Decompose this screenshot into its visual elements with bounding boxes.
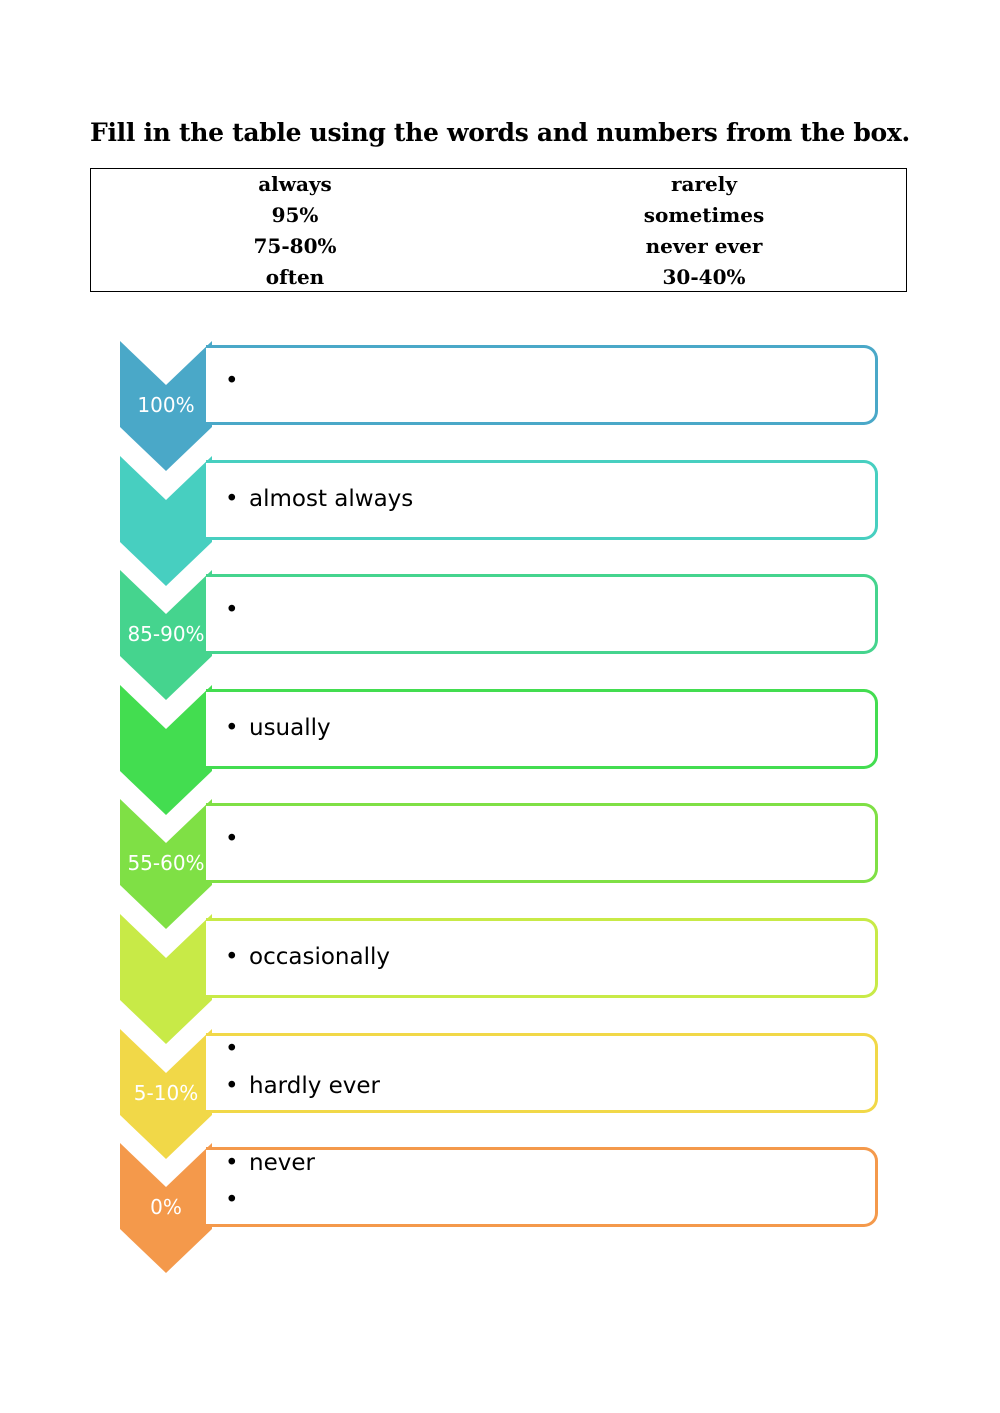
scale-percent-label: 55-60% xyxy=(127,851,205,876)
scale-bullet-text: occasionally xyxy=(249,944,390,970)
scale-chevron xyxy=(120,341,212,471)
scale-bullet-item xyxy=(225,944,390,970)
bullet-icon: • xyxy=(225,485,239,512)
scale-row xyxy=(0,1143,1000,1273)
scale-chevron xyxy=(120,685,212,815)
word-box-item: sometimes xyxy=(643,203,765,227)
scale-percent-label: 100% xyxy=(137,393,195,417)
chevron-arrow-shape xyxy=(120,685,212,815)
scale-blank-bullet xyxy=(225,597,249,623)
scale-row xyxy=(0,914,1000,1044)
bullet-icon: • xyxy=(225,1035,239,1062)
word-box-item: 30-40% xyxy=(662,265,746,289)
scale-percent-label: 0% xyxy=(150,1195,182,1220)
scale-row xyxy=(0,341,1000,471)
worksheet-title: Fill in the table using the words and numbers from the box. xyxy=(90,118,910,147)
scale-bullet-item xyxy=(225,486,413,512)
word-box-item: never ever xyxy=(645,234,763,258)
scale-chevron xyxy=(120,1029,212,1159)
bullet-icon: • xyxy=(225,1072,239,1099)
scale-blank-bullet xyxy=(225,1187,249,1213)
scale-bullet-item xyxy=(225,715,331,741)
scale-bullet-text: never xyxy=(249,1150,315,1177)
word-box-item: always xyxy=(258,172,332,196)
scale-blank-bullet xyxy=(225,368,249,394)
bullet-icon: • xyxy=(225,1150,239,1177)
scale-row xyxy=(0,1029,1000,1159)
bullet-icon: • xyxy=(225,826,239,853)
scale-row xyxy=(0,685,1000,815)
scale-bullet-item xyxy=(225,1073,380,1099)
scale-row xyxy=(0,456,1000,586)
bullet-icon: • xyxy=(225,597,239,624)
chevron-arrow-shape xyxy=(120,456,212,586)
scale-percent-label: 5-10% xyxy=(133,1080,199,1105)
word-box-item: often xyxy=(265,265,325,289)
scale-chevron xyxy=(120,799,212,929)
bullet-icon: • xyxy=(225,944,239,970)
scale-percent-label: 85-90% xyxy=(127,622,205,647)
bullet-icon: • xyxy=(225,368,239,394)
scale-chevron xyxy=(120,1143,212,1273)
scale-blank-bullet xyxy=(225,826,249,852)
scale-row xyxy=(0,799,1000,929)
bullet-icon: • xyxy=(225,1187,239,1214)
scale-bullet-text: almost always xyxy=(249,485,414,512)
scale-row xyxy=(0,570,1000,700)
bullet-icon: • xyxy=(225,714,239,741)
scale-answer-box xyxy=(206,803,878,883)
scale-blank-bullet xyxy=(225,1036,249,1062)
scale-chevron xyxy=(120,570,212,700)
scale-bullet-text: usually xyxy=(249,714,331,741)
chevron-arrow-shape xyxy=(120,914,212,1044)
word-box-item: 95% xyxy=(271,203,319,227)
word-box-item: rarely xyxy=(671,172,737,196)
word-box-item: 75-80% xyxy=(253,234,337,258)
scale-chevron xyxy=(120,914,212,1044)
scale-bullet-item xyxy=(225,1150,315,1176)
scale-bullet-text: hardly ever xyxy=(249,1072,381,1099)
scale-answer-box xyxy=(206,574,878,654)
scale-chevron xyxy=(120,456,212,586)
scale-answer-box xyxy=(206,345,878,425)
